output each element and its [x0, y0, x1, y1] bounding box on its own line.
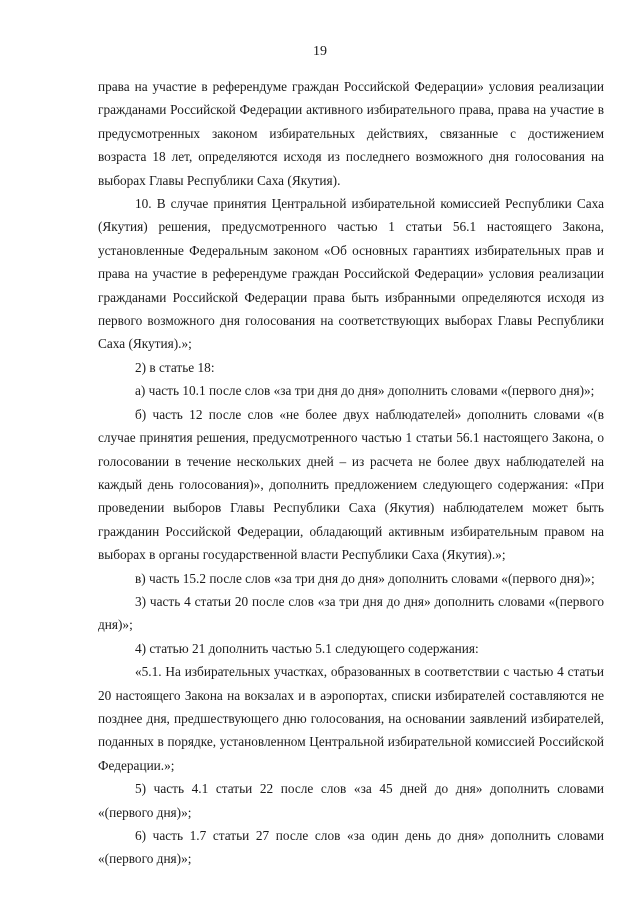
paragraph: 10. В случае принятия Центральной избирательной комиссией Республики Саха (Якутия) решения, предусмотренного частью 1 статьи 56.1 настоящего Закона, установленные Федеральным законом «Об основных гарантиях избирательных прав и права на участие в референдуме граждан Российской Федерации» условия реализации гражданами Российской Федерации права быть избранными определяются исходя из первого возможного дня голосования на соответствующих выборах Главы Республики Саха (Якутия).»;: [98, 196, 604, 352]
paragraph: 2) в статье 18:: [135, 359, 215, 375]
paragraph: «5.1. На избирательных участках, образованных в соответствии с частью 4 статьи 20 настоящего Закона на вокзалах и в аэропортах, списки избирателей составляются не позднее дня, предшествующего дню голосования, на основании заявлений избирателей, поданных в порядке, установленном Центральной избирательной комиссией Российской Федерации.»;: [98, 664, 604, 773]
paragraph: 3) часть 4 статьи 20 после слов «за три дня до дня» дополнить словами «(первого дня)»;: [98, 593, 604, 633]
document-body: [98, 75, 604, 871]
page-number: 19: [313, 44, 327, 59]
paragraph: 4) статью 21 дополнить частью 5.1 следующего содержания:: [135, 640, 479, 656]
paragraph: права на участие в референдуме граждан Российской Федерации» условия реализации гражданами Российской Федерации активного избирательного права, права на участие в предусмотренных законом избирательных действиях, связанные с достижением возраста 18 лет, определяются исходя из последнего возможного дня голосования на выборах Главы Республики Саха (Якутия).: [98, 79, 604, 188]
paragraph: в) часть 15.2 после слов «за три дня до дня» дополнить словами «(первого дня)»;: [135, 570, 595, 586]
paragraph: 5) часть 4.1 статьи 22 после слов «за 45 дней до дня» дополнить словами «(первого дня)»;: [98, 781, 604, 820]
paragraph: б) часть 12 после слов «не более двух наблюдателей» дополнить словами «(в случае принятия решения, предусмотренного частью 1 статьи 56.1 настоящего Закона, о голосовании в течение нескольких дней – из расчета не более двух наблюдателей на каждый день голосования)», дополнить предложением следующего содержания: «При проведении выборов Главы Республики Саха (Якутия) наблюдателем может быть гражданин Российской Федерации, обладающий активным избирательным правом на выборах в органы государственной власти Республики Саха (Якутия).»;: [98, 406, 604, 563]
paragraph: 6) часть 1.7 статьи 27 после слов «за один день до дня» дополнить словами «(первого дня)»;: [98, 828, 604, 867]
paragraph: а) часть 10.1 после слов «за три дня до дня» дополнить словами «(первого дня)»;: [135, 383, 595, 399]
